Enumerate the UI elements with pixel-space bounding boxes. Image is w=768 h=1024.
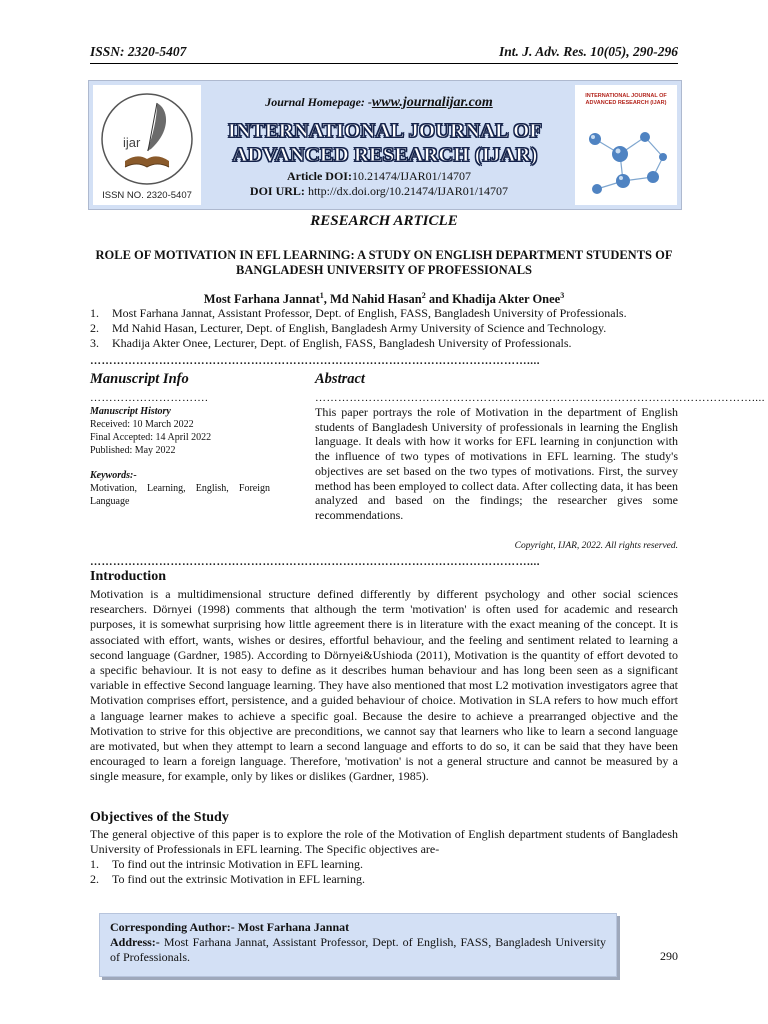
objectives-heading: Objectives of the Study — [90, 810, 229, 825]
objectives-text: The general objective of this paper is to explore the role of the Motivation of English department students of Bangladesh University of Professionals in EFL learning. The Specific objectives are- — [90, 827, 678, 857]
journal-logo — [93, 85, 201, 205]
logo-issn: ISSN NO. 2320-5407 — [102, 190, 192, 201]
homepage-label: Journal Homepage: - — [265, 95, 372, 109]
author-separator: , — [323, 292, 330, 307]
header-rule — [90, 63, 678, 64]
manuscript-info-heading: Manuscript Info — [90, 371, 189, 387]
published-date: Published: May 2022 — [90, 445, 176, 456]
journal-homepage — [209, 95, 549, 111]
journal-banner — [88, 80, 682, 210]
header-issn: ISSN: 2320-5407 — [90, 44, 187, 59]
affiliation-text: Khadija Akter Onee, Lecturer, Dept. of English, FASS, Bangladesh University of Professionals. — [112, 336, 572, 350]
homepage-link[interactable]: www.journalijar.com — [371, 95, 493, 110]
objective-number: 2. — [90, 872, 99, 886]
dotted-divider: …………………………………………………………………………………………………….... — [90, 355, 540, 367]
affiliation-text: Md Nahid Hasan, Lecturer, Dept. of English, Bangladesh Army University of Science and Technology. — [112, 321, 607, 335]
page-number: 290 — [660, 949, 678, 963]
objective-number: 1. — [90, 857, 99, 871]
objective-item — [90, 857, 678, 872]
objective-text: To find out the extrinsic Motivation in EFL learning. — [112, 872, 366, 886]
author-sup: 1 — [319, 291, 324, 300]
running-header — [90, 44, 678, 64]
author-name: Most Farhana Jannat — [203, 292, 320, 307]
logo-text: ijar — [123, 135, 141, 150]
article-type: RESEARCH ARTICLE — [310, 213, 458, 229]
author-name: Md Nahid Hasan — [330, 292, 422, 307]
accepted-date: Final Accepted: 14 April 2022 — [90, 432, 212, 443]
objective-item — [90, 872, 678, 887]
address-label: Address:- — [110, 935, 160, 949]
objectives-list — [90, 857, 678, 887]
journal-title — [207, 119, 563, 167]
keywords: Motivation, Learning, English, Foreign Language — [90, 483, 270, 507]
address-text: Most Farhana Jannat, Assistant Professor, Dept. of English, FASS, Bangladesh University of Professionals. — [110, 935, 606, 964]
corresponding-author-box — [99, 913, 617, 977]
keywords-heading: Keywords:- — [90, 470, 137, 481]
affiliation-item — [90, 336, 678, 351]
doi-url-label: DOI URL: — [249, 184, 305, 198]
objective-text: To find out the intrinsic Motivation in EFL learning. — [112, 857, 364, 871]
quill-book-logo-icon — [99, 91, 195, 187]
author-sup: 2 — [421, 291, 426, 300]
article-title-line-1: ROLE OF MOTIVATION IN EFL LEARNING: A STUDY ON ENGLISH DEPARTMENT STUDENTS OF — [95, 248, 673, 262]
abstract-text: This paper portrays the role of Motivation in the department of English students of Bangladesh University of professionals in learning the English language. It deals with how it works for EFL learning in conjunction with the influence of two types of motivations in EFL learning. The study's objectives are set based on the two types of motivations. First, the survey method has been employed to collect data. After collecting data, it has been analyzed and based on the findings; the researcher gives some recommendations. — [315, 405, 678, 522]
author-sup: 3 — [560, 291, 565, 300]
article-doi-label: Article DOI: — [287, 169, 352, 183]
author-list — [90, 291, 678, 307]
article-title — [90, 248, 678, 278]
author-name: Khadija Akter Onee — [452, 292, 561, 307]
received-date: Received: 10 March 2022 — [90, 419, 194, 430]
article-title-line-2: BANGLADESH UNIVERSITY OF PROFESSIONALS — [235, 263, 532, 277]
header-citation: Int. J. Adv. Res. 10(05), 290-296 — [499, 44, 678, 59]
abstract-heading: Abstract — [315, 371, 365, 387]
affiliation-text: Most Farhana Jannat, Assistant Professor, Dept. of English, FASS, Bangladesh University of Professionals. — [112, 306, 627, 320]
dotted-divider: …………………………………………………………………………………………………….... — [90, 556, 540, 568]
copyright-notice: Copyright, IJAR, 2022. All rights reserved. — [514, 541, 678, 551]
cover-title: INTERNATIONAL JOURNAL OF ADVANCED RESEARCH (IJAR) — [585, 93, 667, 106]
affiliation-item — [90, 306, 678, 321]
affiliation-number: 2. — [90, 321, 99, 335]
journal-title-line-2: ADVANCED RESEARCH (IJAR) — [232, 144, 538, 166]
doi-block — [209, 169, 549, 199]
manuscript-history-heading: Manuscript History — [90, 406, 171, 417]
affiliation-item — [90, 321, 678, 336]
journal-title-line-1: INTERNATIONAL JOURNAL OF — [227, 120, 543, 142]
corresponding-address — [110, 935, 606, 965]
corresponding-author-heading: Corresponding Author:- Most Farhana Jannat — [110, 920, 350, 934]
article-doi: 10.21474/IJAR01/14707 — [351, 169, 471, 183]
affiliation-list — [90, 306, 678, 351]
author-separator: and — [425, 292, 453, 307]
manuscript-info — [90, 405, 270, 508]
affiliation-number: 1. — [90, 306, 99, 320]
doi-url-link[interactable]: http://dx.doi.org/10.21474/IJAR01/14707 — [307, 184, 509, 198]
introduction-text: Motivation is a multidimensional structure defined differently by different psychology and other social sciences researchers. Dörnyei (1998) comments that although the term 'motivation' is often used for academic and research purposes, it is somewhat surprising how little agreement there is in literature with the exact meaning of the concept. It is associated with effort, wants, wishes or desires, effortful behaviour, and the feeling and sentiment related to learning a second language (Gardner, 1985). According to Dörnyei&Ushioda (2011), Motivation is the quantity of effort devoted to a specific behaviour. It is not easy to define as it describes human behaviour and has long been seen as a significant variable in effective Second language learning. They have also mentioned that most L2 motivation investigators agree that Motivation comprises effort, persistence, and a guided behaviour of choice. Motivation in SLA refers to how much effort a language learner makes to achieve a specific goal. Because the desire to achieve a prearranged objective and the Motivation to strive for this objective are preconditions, we cannot say that learners who like to learn a second language are motivated, but when they attempt to learn a second language and efforts to do so, it can be said that they have been encouraged to learn a foreign language. Therefore, 'motivation' is not a general structure and cannot be measured by a single measure, for example, only by likes or dislikes (Gardner, 1985). — [90, 587, 678, 784]
journal-cover-thumbnail — [575, 85, 677, 205]
introduction-heading: Introduction — [90, 569, 166, 584]
dotted-divider-abstract: …………………………………………………………………………………………………….... — [315, 392, 765, 404]
affiliation-number: 3. — [90, 336, 99, 350]
dotted-divider-short: …………………………. — [90, 392, 209, 404]
molecule-graphic-icon — [575, 119, 677, 205]
